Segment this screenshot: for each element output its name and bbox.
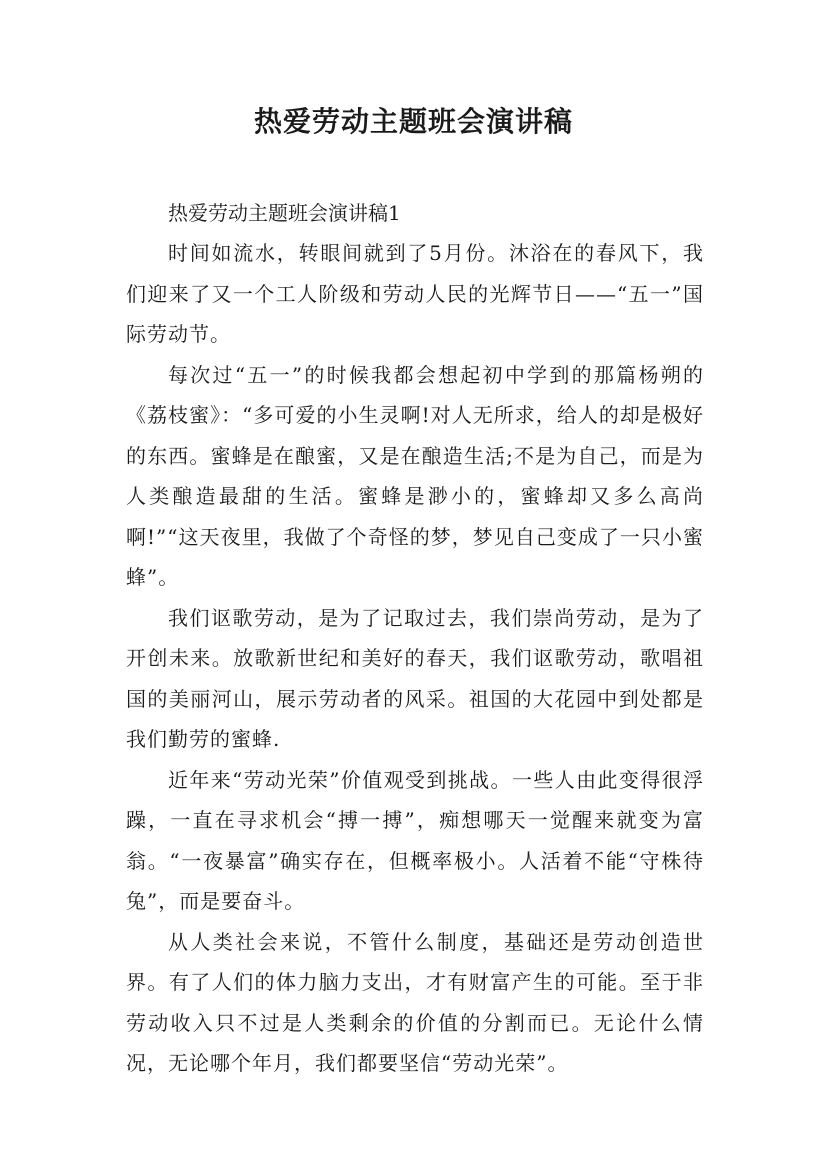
paragraph-5: 从人类社会来说，不管什么制度，基础还是劳动创造世界。有了人们的体力脑力支出，才有财富产生的可能。至于非劳动收入只不过是人类剩余的价值的分割而已。无论什么情况，无论哪个年月，我们都要坚信“劳动光荣”。 [126,929,704,1075]
paragraph-3: 我们讴歌劳动，是为了记取过去，我们崇尚劳动，是为了开创未来。放歌新世纪和美好的春天，我们讴歌劳动，歌唱祖国的美丽河山，展示劳动者的风采。祖国的大花园中到处都是我们勤劳的蜜蜂. [126,605,704,751]
paragraph-2: 每次过“五一”的时候我都会想起初中学到的那篇杨朔的《荔枝蜜》：“多可爱的小生灵啊!对人无所求，给人的却是极好的东西。蜜蜂是在酿蜜，又是在酿造生活;不是为自己，而是为人类酿造最甜的生活。蜜蜂是渺小的，蜜蜂却又多么高尚啊!”“这天夜里，我做了个奇怪的梦，梦见自己变成了一只小蜜蜂”。 [126,362,704,589]
document-body [126,193,704,1084]
paragraph-4: 近年来“劳动光荣”价值观受到挑战。一些人由此变得很浮躁，一直在寻求机会“搏一搏”，痴想哪天一觉醒来就变为富翁。“一夜暴富”确实存在，但概率极小。人活着不能“守株待兔”，而是要奋斗。 [126,767,704,913]
document-title: 热爱劳动主题班会演讲稿 [253,105,573,138]
section-heading: 热爱劳动主题班会演讲稿1 [168,201,401,225]
paragraph-1: 时间如流水，转眼间就到了5月份。沐浴在的春风下，我们迎来了又一个工人阶级和劳动人民的光辉节日——“五一”国际劳动节。 [126,241,704,346]
